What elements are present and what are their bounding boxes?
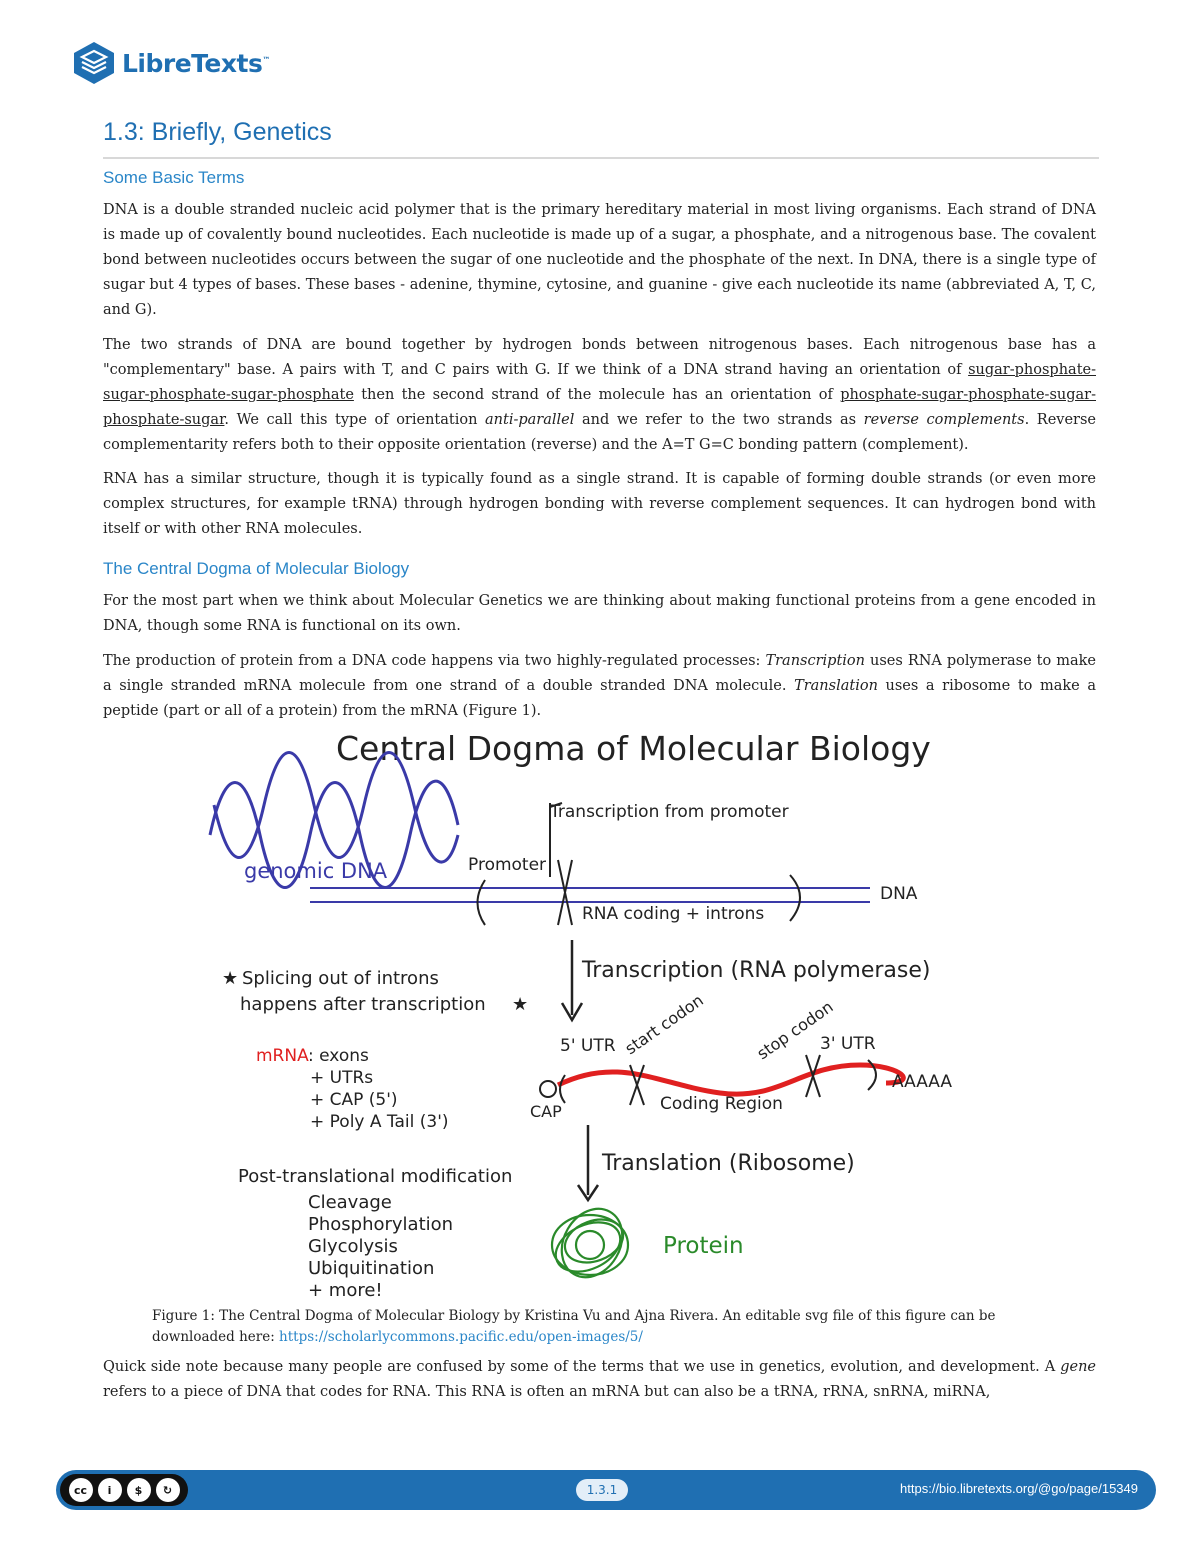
mrna-poly-a: + Poly A Tail (3') [310, 1112, 449, 1132]
star-icon-2: ★ [512, 994, 529, 1015]
ptm-phosphorylation: Phosphorylation [308, 1214, 454, 1235]
protein-label: Protein [663, 1233, 744, 1259]
paragraph-side-note: Quick side note because many people are confused by some of the terms that we use in genetics, evolution, and development. A gene refers to a piece of DNA that codes for RNA. This RNA is often an mRNA but can also be a tRNA, rRNA, snRNA, miRNA, [103, 1359, 1096, 1400]
stop-codon-label: stop codon [753, 997, 837, 1064]
promoter-label: Promoter [468, 855, 547, 875]
rna-coding-label: RNA coding + introns [582, 904, 765, 924]
footer-url[interactable]: https://bio.libretexts.org/@go/page/15349 [900, 1481, 1138, 1496]
ptm-more: + more! [308, 1280, 383, 1301]
cap-circle [540, 1081, 556, 1097]
ptm-ubiquitination: Ubiquitination [308, 1258, 435, 1279]
transcription-label: Transcription (RNA polymerase) [582, 958, 931, 983]
dna-helix-strand-2 [214, 753, 458, 863]
figure-title: Central Dogma of Molecular Biology [336, 729, 931, 768]
protein-scribble-icon [548, 1198, 634, 1288]
paragraph-strands: The two strands of DNA are bound together by hydrogen bonds between nitrogenous bases. Each nitrogenous base has a "complementary" base. A pairs with T, and C pairs with G. If we think of a DNA strand having an orientation of sugar-phosphate-sugar-phosphate-sugar-phosphate then the second strand of the molecule has an orientation of phosphate-sugar-phosphate-sugar-phosphate-sugar. We call this type of orientation anti-parallel and we refer to the two strands as reverse complements. Reverse complementarity refers both to their opposite orientation (reverse) and the A=T G=C bonding pattern (complement). [103, 337, 1096, 453]
page-footer [56, 1470, 1156, 1510]
ptm-title: Post-translational modification [238, 1166, 513, 1187]
coding-region-label: Coding Region [660, 1094, 783, 1114]
translation-label: Translation (Ribosome) [602, 1151, 855, 1176]
central-dogma-figure [200, 725, 1000, 1305]
paragraph-rna: RNA has a similar structure, though it is typically found as a single strand. It is capable of forming double strands (or even more complex structures, for example tRNA) through hydrogen bonding with reverse complement sequences. It can hydrogen bond with itself or with other RNA molecules. [103, 471, 1096, 537]
genomic-dna-label: genomic DNA [244, 859, 388, 883]
orientation-2: phosphate-sugar-phosphate-sugar-phosphate-sugar [103, 387, 1096, 428]
libretexts-logo-icon [72, 40, 116, 86]
figure-caption: Figure 1: The Central Dogma of Molecular Biology by Kristina Vu and Ajna Rivera. An editable svg file of this figure can be downloaded here: https://scholarlycommons.pacific.edu/open-images/5/ [152, 1308, 996, 1345]
paragraph-production: The production of protein from a DNA code happens via two highly-regulated processes: Transcription uses RNA polymerase to make a single stranded mRNA molecule from one strand of a double stranded DNA molecule. Translation uses a ribosome to make a peptide (part or all of a protein) from the mRNA (Figure 1). [103, 653, 1096, 719]
ptm-cleavage: Cleavage [308, 1192, 392, 1213]
section-heading-central-dogma: The Central Dogma of Molecular Biology [103, 559, 410, 578]
utr3-label: 3' UTR [820, 1034, 876, 1054]
cc-license-badge[interactable] [60, 1474, 188, 1506]
mrna-strand [558, 1065, 903, 1094]
orientation-1: sugar-phosphate-sugar-phosphate-sugar-phosphate [103, 362, 1096, 403]
caption-link[interactable]: https://scholarlycommons.pacific.edu/open-images/5/ [279, 1329, 643, 1345]
dna-label: DNA [880, 884, 918, 904]
page-title: 1.3: Briefly, Genetics [103, 118, 1099, 159]
sa-icon: ↻ [156, 1478, 180, 1502]
page-number: 1.3.1 [576, 1479, 628, 1501]
mrna-utrs: + UTRs [310, 1068, 374, 1088]
transcription-from-promoter-label: Transcription from promoter [550, 802, 789, 822]
libretexts-logo[interactable] [72, 40, 270, 86]
paragraph-molecular-genetics: For the most part when we think about Molecular Genetics we are thinking about making functional proteins from a gene encoded in DNA, though some RNA is functional on its own. [103, 593, 1096, 634]
section-heading-basic-terms: Some Basic Terms [103, 168, 245, 187]
paragraph-dna: DNA is a double stranded nucleic acid polymer that is the primary hereditary material in most living organisms. Each strand of DNA is made up of covalently bound nucleotides. Each nucleotide is made up of a sugar, a phosphate, and a nitrogenous base. The covalent bond between nucleotides occurs between the sugar of one nucleotide and the phosphate of the next. In DNA, there is a single type of sugar but 4 types of bases. These bases - adenine, thymine, cytosine, and guanine - give each nucleotide its name (abbreviated A, T, C, and G). [103, 202, 1096, 318]
mrna-exons: : exons [308, 1046, 369, 1066]
star-icon-1: ★ [222, 968, 239, 989]
splicing-line-2: happens after transcription [240, 994, 486, 1015]
utr5-label: 5' UTR [560, 1036, 616, 1056]
mrna-cap: + CAP (5') [310, 1090, 398, 1110]
logo-text: LibreTexts™ [122, 48, 270, 78]
nc-icon: $ [127, 1478, 151, 1502]
ptm-glycolysis: Glycolysis [308, 1236, 398, 1257]
poly-a-label: AAAAA [892, 1072, 953, 1092]
cap-label: CAP [530, 1102, 562, 1121]
start-codon-label: start codon [621, 990, 707, 1059]
cc-icon: cc [69, 1478, 93, 1502]
by-icon: i [98, 1478, 122, 1502]
splicing-line-1: Splicing out of introns [242, 968, 439, 989]
mrna-label: mRNA [256, 1046, 309, 1066]
